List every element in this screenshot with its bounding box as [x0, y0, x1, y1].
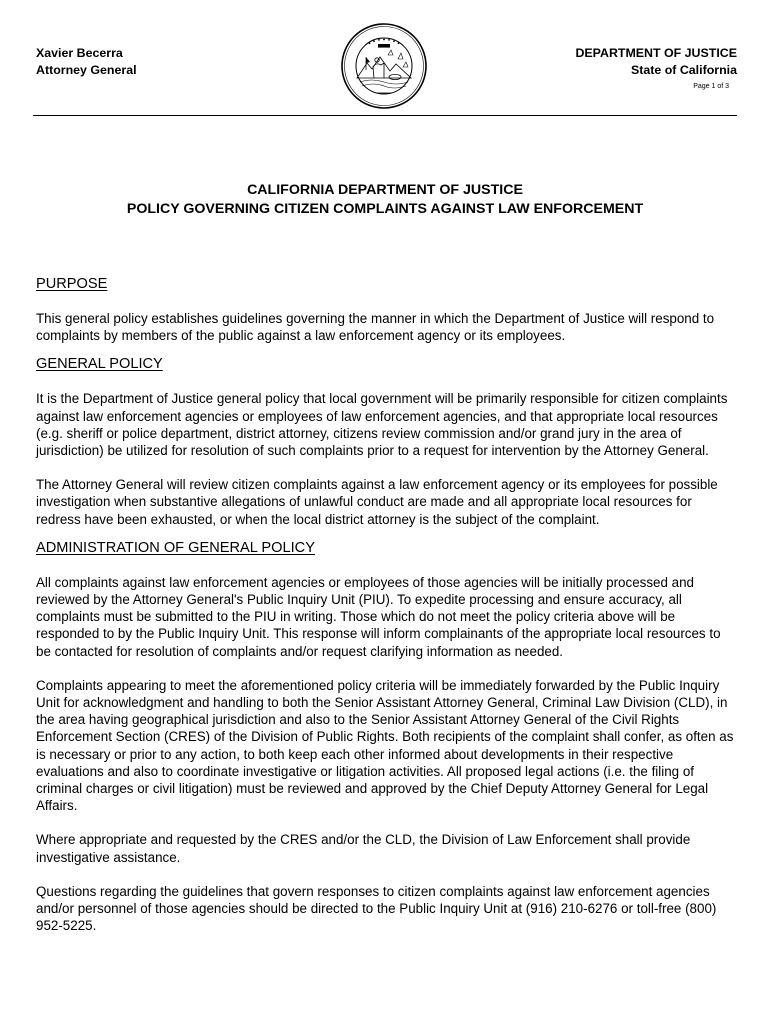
- title-line-2: POLICY GOVERNING CITIZEN COMPLAINTS AGAINST LAW ENFORCEMENT: [126, 201, 644, 217]
- paragraph: It is the Department of Justice general policy that local government will be primarily responsible for citizen complaints against law enforcement agencies or employees of law enforcement agencies, and that appropriate local resources (e.g. sheriff or police department, district attorney, citizens review commission and/or grand jury in the area of jurisdiction) be utilized for resolution of such complaints prior to a request for intervention by the Attorney General.: [36, 391, 728, 459]
- section-heading-general-policy: GENERAL POLICY: [36, 356, 163, 373]
- paragraph: Complaints appearing to meet the aforementioned policy criteria will be immediately forwarded by the Public Inquiry Unit for acknowledgment and handling to both the Senior Assistant Attorney General, Criminal Law Division (CLD), in the area having geographical jurisdiction and also to the Senior Assistant Attorney General of the Civil Rights Enforcement Section (CRES) of the Division of Public Rights. Both recipients of the complaint shall confer, as often as is necessary or prior to any action, to both keep each other informed about developments in their respective evaluations and also to coordinate investigative or litigation activities. All proposed legal actions (i.e. the filing of criminal charges or civil litigation) must be reviewed and approved by the Chief Deputy Attorney General for Legal Affairs.: [36, 677, 734, 814]
- paragraph: All complaints against law enforcement agencies or employees of those agencies will be initially processed and reviewed by the Attorney General's Public Inquiry Unit (PIU). To expedite processing and ensure accuracy, all complaints must be submitted to the PIU in writing. Those which do not meet the policy criteria above will be responded to by the Public Inquiry Unit. This response will inform complainants of the appropriate local resources to be contacted for resolution of complaints and/or request clarifying information as needed.: [36, 574, 721, 659]
- state-name: State of California: [630, 63, 737, 77]
- page-number: Page 1 of 3: [693, 83, 729, 90]
- official-block: [36, 45, 137, 79]
- document-body: [36, 275, 738, 934]
- official-name: Xavier Becerra: [36, 46, 123, 60]
- section-heading-purpose: PURPOSE: [36, 276, 108, 292]
- state-seal-logo: [340, 22, 428, 110]
- department-block: [575, 45, 737, 93]
- paragraph: The Attorney General will review citizen complaints against a law enforcement agency or its employees for possible investigation when substantive allegations of unlawful conduct are made and all appropriate local resources for redress have been exhausted, or when the local district attorney is the subject of the complaint.: [36, 477, 718, 527]
- paragraph: This general policy establishes guidelines governing the manner in which the Department of Justice will respond to complaints by members of the public against a law enforcement agency or its employees.: [36, 311, 715, 344]
- document-title: [0, 181, 770, 219]
- paragraph: Where appropriate and requested by the CRES and/or the CLD, the Division of Law Enforcement shall provide investigative assistance.: [36, 832, 691, 865]
- official-title: Attorney General: [36, 63, 137, 77]
- paragraph: Questions regarding the guidelines that govern responses to citizen complaints against law enforcement agencies and/or personnel of those agencies should be directed to the Public Inquiry Unit at (916) 210-6276 or toll-free (800) 952-5225.: [36, 883, 717, 934]
- title-line-1: CALIFORNIA DEPARTMENT OF JUSTICE: [247, 182, 523, 198]
- header-divider: [33, 115, 737, 116]
- department-name: DEPARTMENT OF JUSTICE: [575, 46, 737, 60]
- section-heading-administration: ADMINISTRATION OF GENERAL POLICY: [36, 539, 315, 556]
